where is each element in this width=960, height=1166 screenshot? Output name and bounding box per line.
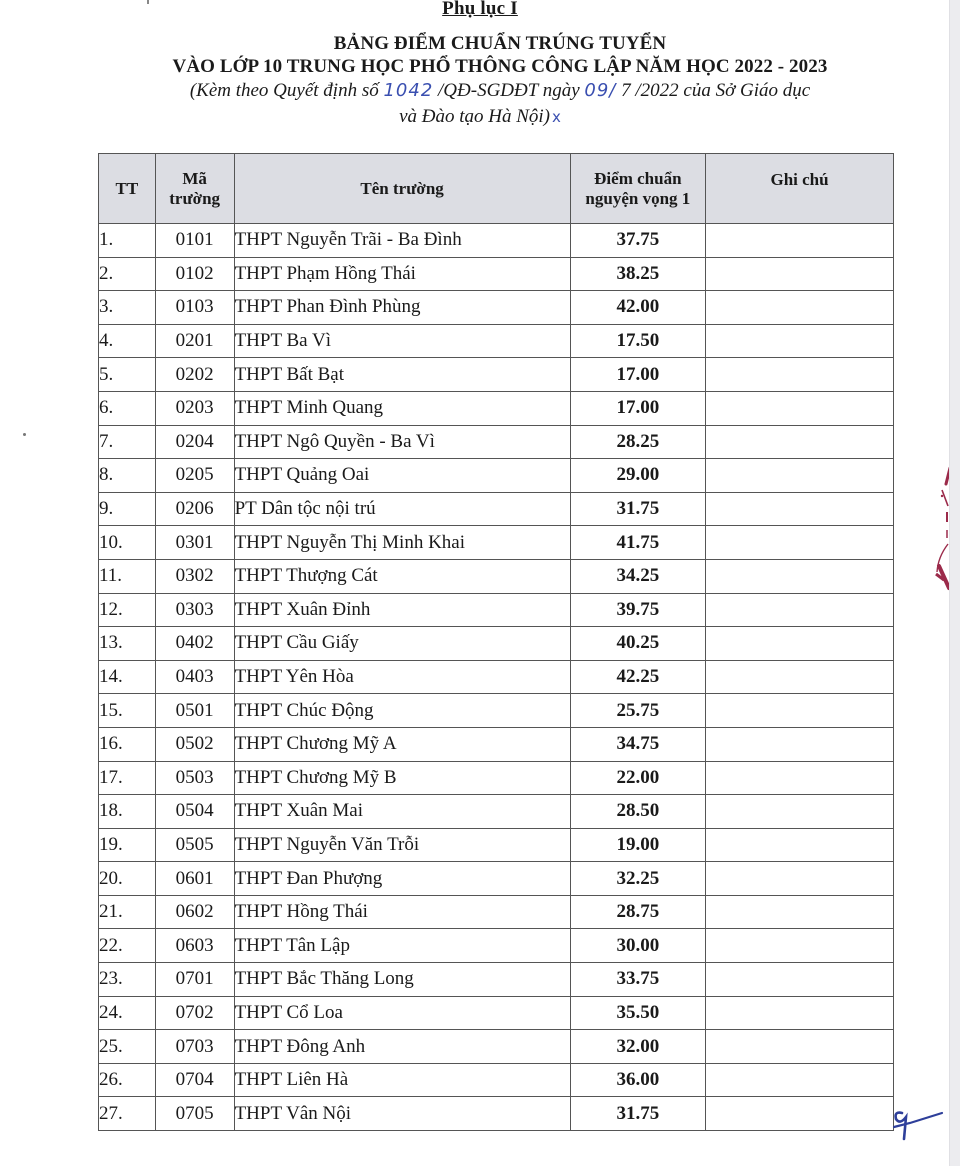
school-code: 0403 [155, 660, 234, 694]
table-row [99, 895, 894, 929]
notes [706, 828, 894, 862]
column-header-school-name: Tên trường [234, 154, 570, 224]
table-row [99, 996, 894, 1030]
table-row [99, 358, 894, 392]
cutoff-score: 34.75 [570, 727, 705, 761]
notes [706, 391, 894, 425]
cutoff-score: 37.75 [570, 224, 705, 258]
row-index: 10. [99, 526, 156, 560]
cutoff-score: 31.75 [570, 492, 705, 526]
column-header-cutoff-line-1: Điểm chuẩn [594, 168, 682, 188]
notes [706, 459, 894, 493]
row-index: 8. [99, 459, 156, 493]
school-name: THPT Hồng Thái [234, 895, 570, 929]
table-row [99, 291, 894, 325]
notes [706, 224, 894, 258]
table-row [99, 257, 894, 291]
table-row [99, 761, 894, 795]
document-title: BẢNG ĐIỂM CHUẨN TRÚNG TUYỂN [333, 33, 667, 54]
cutoff-score: 32.25 [570, 862, 705, 896]
notes [706, 358, 894, 392]
school-name: THPT Quảng Oai [234, 459, 570, 493]
cutoff-score: 19.00 [570, 828, 705, 862]
school-code: 0204 [155, 425, 234, 459]
row-index: 1. [99, 224, 156, 258]
page-edge [949, 0, 960, 1166]
row-index: 2. [99, 257, 156, 291]
cutoff-score: 31.75 [570, 1097, 705, 1131]
row-index: 5. [99, 358, 156, 392]
school-code: 0505 [155, 828, 234, 862]
table-row [99, 963, 894, 997]
notes [706, 761, 894, 795]
cutoff-score: 34.25 [570, 559, 705, 593]
table-row [99, 929, 894, 963]
school-code: 0501 [155, 694, 234, 728]
row-index: 4. [99, 324, 156, 358]
cutoff-score: 42.00 [570, 291, 705, 325]
school-name: PT Dân tộc nội trú [234, 492, 570, 526]
table-row [99, 795, 894, 829]
row-index: 23. [99, 963, 156, 997]
table-row [99, 425, 894, 459]
school-code: 0203 [155, 391, 234, 425]
cutoff-score: 39.75 [570, 593, 705, 627]
cutoff-score: 17.50 [570, 324, 705, 358]
notes [706, 324, 894, 358]
cutoff-score: 28.50 [570, 795, 705, 829]
school-name: THPT Tân Lập [234, 929, 570, 963]
cutoff-score: 25.75 [570, 694, 705, 728]
notes [706, 929, 894, 963]
table-row [99, 1097, 894, 1131]
school-name: THPT Vân Nội [234, 1097, 570, 1131]
decision-prefix: (Kèm theo Quyết định số [189, 80, 384, 101]
school-name: THPT Chương Mỹ A [234, 727, 570, 761]
notes [706, 862, 894, 896]
notes [706, 1063, 894, 1097]
admission-scores-table [98, 153, 894, 1131]
school-name: THPT Ngô Quyền - Ba Vì [234, 425, 570, 459]
issuer-name: và Đào tạo Hà Nội) [399, 106, 551, 127]
table-row [99, 1030, 894, 1064]
table-row [99, 559, 894, 593]
school-code: 0703 [155, 1030, 234, 1064]
table-row [99, 526, 894, 560]
table-body [99, 224, 894, 1131]
notes [706, 727, 894, 761]
handwritten-mark: x [552, 108, 561, 126]
column-header-cutoff-score [570, 154, 705, 224]
notes [706, 257, 894, 291]
cutoff-score: 28.25 [570, 425, 705, 459]
school-code: 0201 [155, 324, 234, 358]
school-name: THPT Nguyễn Thị Minh Khai [234, 526, 570, 560]
notes [706, 694, 894, 728]
row-index: 27. [99, 1097, 156, 1131]
cutoff-score: 22.00 [570, 761, 705, 795]
school-name: THPT Thượng Cát [234, 559, 570, 593]
notes [706, 559, 894, 593]
school-code: 0502 [155, 727, 234, 761]
table-row [99, 862, 894, 896]
notes [706, 795, 894, 829]
table-row [99, 694, 894, 728]
notes [706, 627, 894, 661]
row-index: 14. [99, 660, 156, 694]
decision-middle: /QĐ-SGDĐT ngày [433, 80, 585, 101]
row-index: 6. [99, 391, 156, 425]
row-index: 12. [99, 593, 156, 627]
school-code: 0705 [155, 1097, 234, 1131]
notes [706, 1030, 894, 1064]
school-name: THPT Phạm Hồng Thái [234, 257, 570, 291]
table-row [99, 492, 894, 526]
table-row [99, 391, 894, 425]
school-code: 0504 [155, 795, 234, 829]
notes [706, 526, 894, 560]
column-header-school-code [155, 154, 234, 224]
table-row [99, 627, 894, 661]
row-index: 22. [99, 929, 156, 963]
column-header-notes: Ghi chú [706, 154, 894, 224]
row-index: 7. [99, 425, 156, 459]
school-code: 0202 [155, 358, 234, 392]
table-row [99, 727, 894, 761]
school-code: 0303 [155, 593, 234, 627]
school-name: THPT Nguyễn Văn Trỗi [234, 828, 570, 862]
school-code: 0301 [155, 526, 234, 560]
row-index: 21. [99, 895, 156, 929]
cutoff-score: 40.25 [570, 627, 705, 661]
table-row [99, 660, 894, 694]
table-header-row [99, 154, 894, 224]
school-code: 0302 [155, 559, 234, 593]
cutoff-score: 29.00 [570, 459, 705, 493]
decision-day-handwritten: 09/ [584, 80, 617, 101]
notes [706, 593, 894, 627]
appendix-label: Phụ lục I [442, 0, 518, 19]
table-row [99, 1063, 894, 1097]
school-name: THPT Bất Bạt [234, 358, 570, 392]
decision-number-handwritten: 1042 [383, 80, 434, 101]
school-code: 0602 [155, 895, 234, 929]
column-header-school-code-line-2: trường [169, 188, 221, 208]
cutoff-score: 42.25 [570, 660, 705, 694]
school-code: 0101 [155, 224, 234, 258]
school-name: THPT Minh Quang [234, 391, 570, 425]
school-code: 0701 [155, 963, 234, 997]
school-code: 0103 [155, 291, 234, 325]
row-index: 20. [99, 862, 156, 896]
cutoff-score: 32.00 [570, 1030, 705, 1064]
school-name: THPT Xuân Đỉnh [234, 593, 570, 627]
school-code: 0704 [155, 1063, 234, 1097]
notes [706, 425, 894, 459]
notes [706, 1097, 894, 1131]
school-code: 0601 [155, 862, 234, 896]
row-index: 18. [99, 795, 156, 829]
scan-artifact [23, 433, 26, 436]
row-index: 17. [99, 761, 156, 795]
column-header-tt: TT [99, 154, 156, 224]
row-index: 26. [99, 1063, 156, 1097]
school-name: THPT Ba Vì [234, 324, 570, 358]
column-header-cutoff-line-2: nguyện vọng 1 [585, 188, 691, 208]
cutoff-score: 28.75 [570, 895, 705, 929]
school-name: THPT Nguyễn Trãi - Ba Đình [234, 224, 570, 258]
table-row [99, 459, 894, 493]
school-code: 0205 [155, 459, 234, 493]
row-index: 3. [99, 291, 156, 325]
school-name: THPT Chúc Động [234, 694, 570, 728]
school-name: THPT Cổ Loa [234, 996, 570, 1030]
notes [706, 996, 894, 1030]
table-row [99, 593, 894, 627]
school-name: THPT Chương Mỹ B [234, 761, 570, 795]
cutoff-score: 38.25 [570, 257, 705, 291]
cutoff-score: 35.50 [570, 996, 705, 1030]
notes [706, 895, 894, 929]
notes [706, 660, 894, 694]
decision-reference-line-2 [0, 106, 960, 128]
school-code: 0603 [155, 929, 234, 963]
cutoff-score: 17.00 [570, 358, 705, 392]
row-index: 24. [99, 996, 156, 1030]
row-index: 15. [99, 694, 156, 728]
school-code: 0402 [155, 627, 234, 661]
notes [706, 963, 894, 997]
school-code: 0503 [155, 761, 234, 795]
decision-suffix: 7 /2022 của Sở Giáo dục [616, 80, 811, 101]
row-index: 25. [99, 1030, 156, 1064]
table-row [99, 324, 894, 358]
school-name: THPT Liên Hà [234, 1063, 570, 1097]
handwritten-page-initial-icon [890, 1105, 950, 1145]
school-name: THPT Đan Phượng [234, 862, 570, 896]
cutoff-score: 30.00 [570, 929, 705, 963]
school-code: 0702 [155, 996, 234, 1030]
row-index: 13. [99, 627, 156, 661]
school-name: THPT Bắc Thăng Long [234, 963, 570, 997]
cutoff-score: 17.00 [570, 391, 705, 425]
school-name: THPT Phan Đình Phùng [234, 291, 570, 325]
row-index: 9. [99, 492, 156, 526]
school-name: THPT Cầu Giấy [234, 627, 570, 661]
row-index: 11. [99, 559, 156, 593]
column-header-school-code-line-1: Mã [182, 168, 207, 188]
document-subtitle: VÀO LỚP 10 TRUNG HỌC PHỔ THÔNG CÔNG LẬP NĂM HỌC 2022 - 2023 [172, 56, 828, 77]
notes [706, 492, 894, 526]
school-name: THPT Xuân Mai [234, 795, 570, 829]
school-code: 0206 [155, 492, 234, 526]
row-index: 19. [99, 828, 156, 862]
cutoff-score: 36.00 [570, 1063, 705, 1097]
table-row [99, 828, 894, 862]
cutoff-score: 41.75 [570, 526, 705, 560]
decision-reference [0, 80, 960, 102]
school-name: THPT Yên Hòa [234, 660, 570, 694]
row-index: 16. [99, 727, 156, 761]
table-row [99, 224, 894, 258]
cutoff-score: 33.75 [570, 963, 705, 997]
school-code: 0102 [155, 257, 234, 291]
school-name: THPT Đông Anh [234, 1030, 570, 1064]
notes [706, 291, 894, 325]
